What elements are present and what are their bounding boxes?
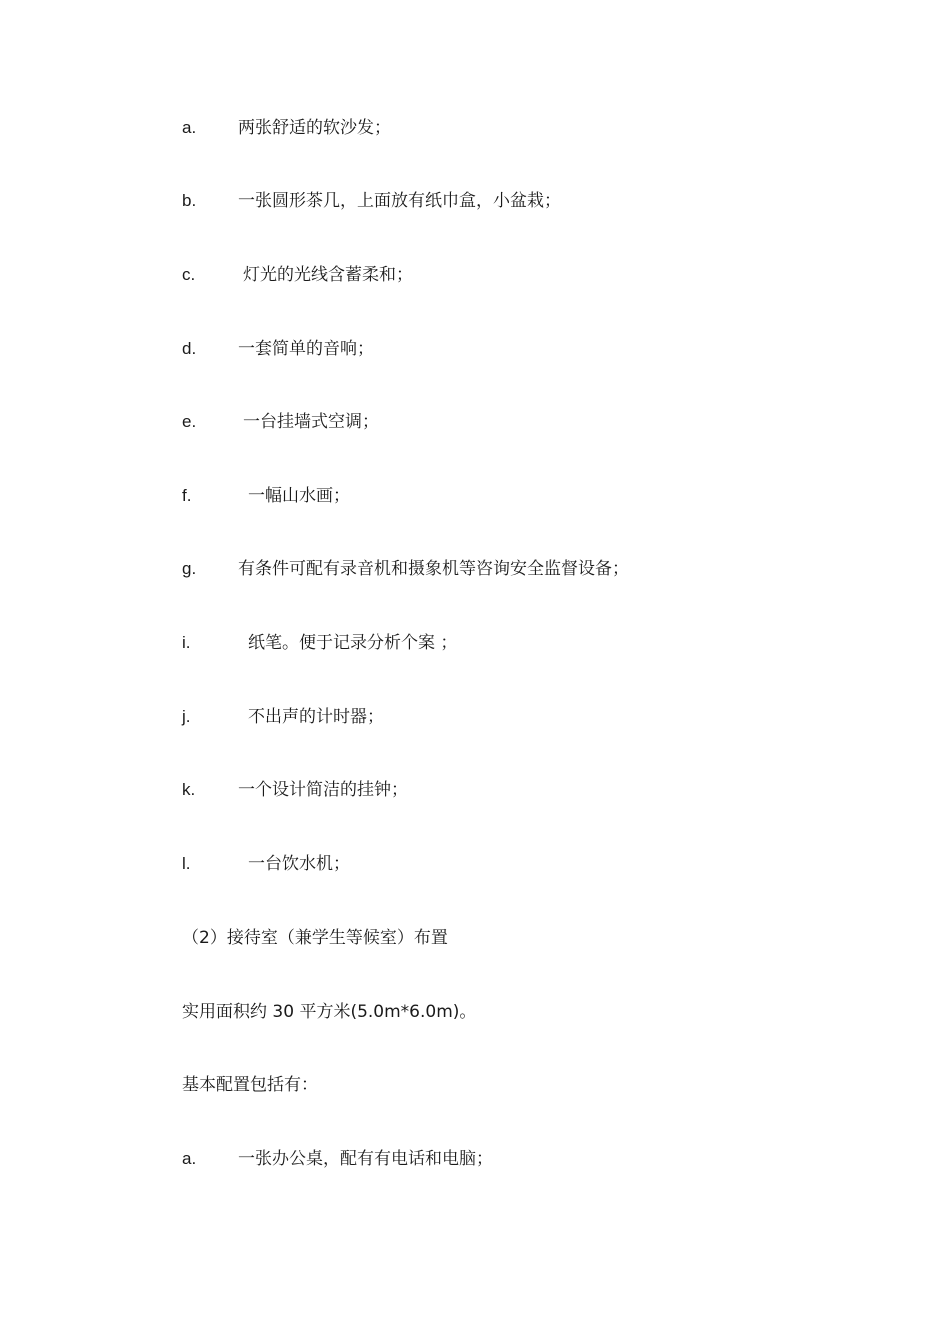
list-marker: a. — [182, 118, 197, 137]
list-item-text: 纸笔。便于记录分析个案 ； — [248, 633, 458, 653]
list-item-text: 不出声的计时器； — [248, 707, 384, 727]
list-item — [182, 116, 391, 140]
list-marker: j. — [182, 707, 191, 726]
list-item-text: 一张办公桌，配有有电话和电脑； — [238, 1149, 493, 1169]
list-marker: e. — [182, 412, 197, 431]
list-marker: f. — [182, 486, 192, 505]
list-item — [182, 263, 413, 287]
list-marker: d. — [182, 339, 197, 358]
list-item-text: 一个设计简洁的挂钟； — [238, 780, 408, 800]
list-item — [182, 1147, 493, 1171]
list-marker: b. — [182, 191, 197, 210]
list-item — [182, 189, 561, 213]
config-intro: 基本配置包括有： — [182, 1075, 318, 1095]
list-item-text: 一幅山水画； — [248, 486, 350, 506]
section-heading: （2）接待室（兼学生等候室）布置 — [182, 928, 448, 948]
list-item — [182, 852, 350, 876]
list-marker: i. — [182, 633, 191, 652]
list-item-text: 灯光的光线含蓄柔和； — [243, 265, 413, 285]
list-item — [182, 631, 457, 655]
list-item — [182, 778, 408, 802]
list-marker: c. — [182, 265, 196, 284]
list-marker: a. — [182, 1149, 197, 1168]
list-marker: g. — [182, 559, 197, 578]
list-item — [182, 337, 374, 361]
area-line: 实用面积约 30 平方米(5.0m*6.0m)。 — [182, 1002, 477, 1022]
list-marker: k. — [182, 780, 196, 799]
list-item — [182, 484, 350, 508]
list-item-text: 一套简单的音响； — [238, 339, 374, 359]
list-item-text: 一张圆形茶几，上面放有纸巾盒，小盆栽； — [238, 191, 561, 211]
list-marker: l. — [182, 854, 191, 873]
list-item — [182, 557, 629, 581]
list-item — [182, 705, 384, 729]
list-item-text: 有条件可配有录音机和摄象机等咨询安全监督设备； — [238, 559, 629, 579]
list-item-text: 一台饮水机； — [248, 854, 350, 874]
list-item — [182, 410, 379, 434]
list-item-text: 一台挂墙式空调； — [243, 412, 379, 432]
list-item-text: 两张舒适的软沙发； — [238, 118, 391, 138]
